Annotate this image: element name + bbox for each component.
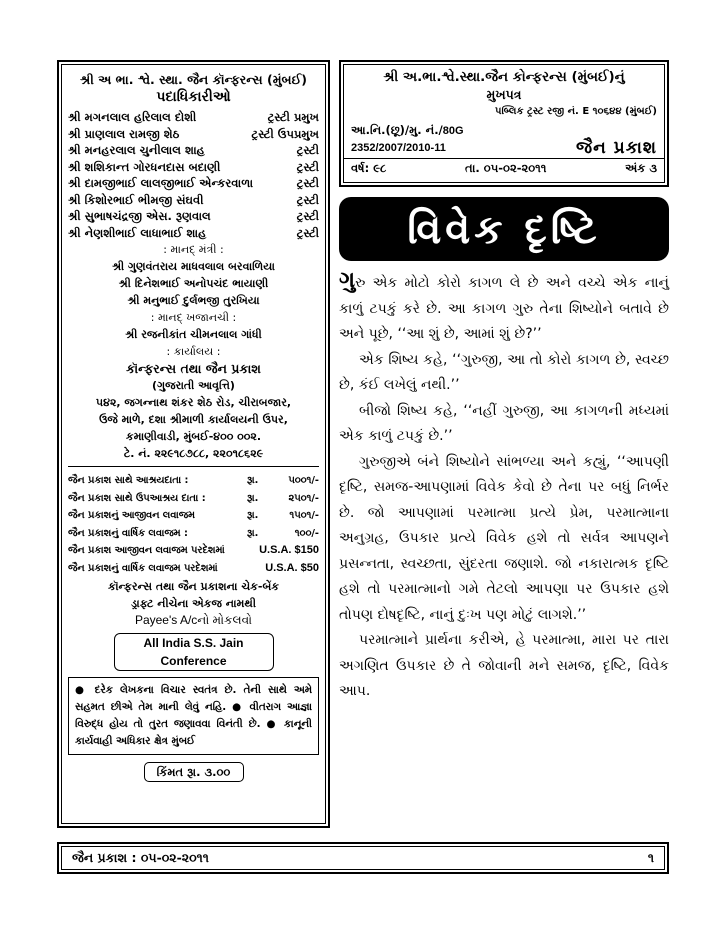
article-body xyxy=(339,268,669,705)
fee-row xyxy=(68,490,319,508)
masthead-inner xyxy=(343,64,665,183)
trustee-name: શ્રી પ્રાણલાલ રામજી શેઠ xyxy=(68,126,180,141)
cheque-instruction: Payee's A/cનો મોકલવો xyxy=(134,612,253,627)
trustee-row xyxy=(68,126,319,143)
article-heading: વિવેક દૃષ્ટિ xyxy=(407,205,601,253)
fee-label: જૈન પ્રકાશ સાથે આશ્રયદાતા : xyxy=(68,475,189,486)
fee-list xyxy=(68,472,319,578)
office-edition: (ગુજરાતી આવૃત્તિ) xyxy=(152,379,235,392)
fee-amount: ૧૦૦/- xyxy=(294,527,319,539)
trustee-role: ટ્રસ્ટી ઉપપ્રમુખ xyxy=(251,126,319,141)
brand-name: જૈન પ્રકાશ xyxy=(576,138,657,158)
fee-currency: રૂા. xyxy=(247,510,259,522)
article-paragraph: ગુરુજીએ બંને શિષ્યોને સાંભળ્યા અને કહ્યું, ‘‘આપણી દૃષ્ટિ, સમજ-આપણામાં વિવેક કેવો છે તેના પર બધું નિર્ભર છે. જો આપણામાં પરમાત્મા પ્રત્યે પ્રેમ, પરમાત્માના અનુગ્રહ, ઉપકાર પ્રત્યે વિવેક હશે તો સર્વત્ર આપણને પ્રસન્નતા, સ્વચ્છતા, સુંદરતા જણાશે. જો નકારાત્મક દૃષ્ટિ હશે તો પરમાત્માનો ગમે તેટલો આપણા પર ઉપકાર હશે તોપણ દોષદૃષ્ટિ, નાનું દુઃખ પણ મોટું લાગશે.’’ xyxy=(339,453,669,623)
office-label: : કાર્યાલય : xyxy=(166,345,221,358)
trustee-row xyxy=(68,225,319,242)
trustee-name: શ્રી નેણશીભાઈ લાધાભાઈ શાહ xyxy=(68,225,207,240)
trustee-role: ટ્રસ્ટી પ્રમુખ xyxy=(267,110,319,124)
secretary-name: શ્રી દિનેશભાઈ અનોપચંદ ભાયાણી xyxy=(118,277,269,290)
price-badge: કિંમત રૂા. ૩.૦૦ xyxy=(144,762,244,782)
page-footer xyxy=(57,842,669,874)
trustee-name: શ્રી શશિકાન્ત ગોરધનદાસ બદાણી xyxy=(68,159,221,174)
fee-label: જૈન પ્રકાશનું વાર્ષિક લવાજમ : xyxy=(68,527,188,539)
fee-amount-usd: U.S.A. $150 xyxy=(259,544,319,557)
trustee-row xyxy=(68,142,319,159)
cheque-instruction: ડ્રાફ્ટ નીચેના એકજ નામથી xyxy=(131,596,256,610)
issue-row xyxy=(351,159,657,177)
trustee-list xyxy=(68,109,319,241)
trustee-name: શ્રી દામજીભાઈ લાલજીભાઈ એન્કરવાળા xyxy=(68,176,254,190)
postal-number-row xyxy=(351,140,657,157)
trustee-row xyxy=(68,159,319,176)
fee-amount-usd: U.S.A. $50 xyxy=(265,561,319,574)
hon-secretary-label: : માનદ્ મંત્રી : xyxy=(163,243,224,256)
drop-cap: ગુ xyxy=(339,268,356,293)
secretary-name: શ્રી ગુણવંતરાય માધવલાલ બરવાળિયા xyxy=(112,260,275,273)
fee-amount: ૨૫૦૧/- xyxy=(288,492,319,504)
trustee-role: ટ્રસ્ટી xyxy=(296,143,319,157)
page-number: ૧ xyxy=(647,850,654,865)
trustee-name: શ્રી કિશોરભાઈ ભીમજી સંઘવી xyxy=(68,192,204,207)
trustee-role: ટ્રસ્ટી xyxy=(296,192,319,207)
trustee-row xyxy=(68,208,319,225)
address-line: ૫૪૨, જગન્નાથ શંકર શેઠ રોડ, ચીરાબજાર, xyxy=(95,396,292,409)
trustee-row xyxy=(68,175,319,192)
trust-registration: પબ્લિક ટ્રસ્ટ રજી નં. E ૧૦૬૪૪ (મુંબઈ) xyxy=(495,106,657,117)
trustee-role: ટ્રસ્ટી xyxy=(296,159,319,174)
office-name: કૉન્ફરન્સ તથા જૈન પ્રકાશ xyxy=(126,361,261,376)
footer-publication-date: જૈન પ્રકાશ : ૦૫-૦૨-૨૦૧૧ xyxy=(72,850,209,865)
fee-label: જૈન પ્રકાશનું આજીવન લવાજમ xyxy=(68,510,195,522)
fee-label: જૈન પ્રકાશ આજીવન લવાજમ પરદેશમાં xyxy=(68,545,225,557)
article-paragraph xyxy=(339,268,669,348)
address-line: કમાણીવાડી, મુંબઈ-૪૦૦ ૦૦૨. xyxy=(125,430,262,443)
masthead xyxy=(339,60,669,187)
masthead-subtitle: મુખપત્ર xyxy=(486,87,522,102)
article-paragraph: એક શિષ્ય કહે, ‘‘ગુરુજી, આ તો કોરો કાગળ છે, સ્વચ્છ છે, કંઈ લખેલું નથી.’’ xyxy=(339,351,669,393)
fee-currency: રૂા. xyxy=(247,492,259,504)
trustee-role: ટ્રસ્ટી xyxy=(296,209,319,223)
office-bearers-inner xyxy=(61,64,326,824)
trustee-name: શ્રી મનહરલાલ ચુનીલાલ શાહ xyxy=(68,143,205,157)
postal-reg-label: આ.નિ.(છૂ)/મુ. નં./ xyxy=(351,123,443,137)
disclaimer-notice: ● દરેક લેખકના વિચાર સ્વતંત્ર છે. તેની સાથે અમે સહમત છીએ તેમ માની લેવું નહિ. ● વીતરાગ આજ્ઞા વિરુદ્ધ હોય તો તુરત જણાવવા વિનંતી છે. ● કાનૂની કાર્યવાહી અધિકાર ક્ષેત્ર મુંબઈ xyxy=(68,677,319,755)
paragraph-text: રુ એક મોટો કોરો કાગળ લે છે અને વચ્ચે એક નાનું કાળું ટપકું કરે છે. આ કાગળ ગુરુ તેના શિષ્યોને બતાવે છે અને પૂછે, ‘‘આ શું છે, આમાં શું છે?’’ xyxy=(339,275,669,342)
issue-date: તા. ૦૫-૦૨-૨૦૧૧ xyxy=(464,161,547,175)
postal-registration-row xyxy=(351,120,657,140)
article-paragraph: પરમાત્માને પ્રાર્થના કરીએ, હે પરમાત્મા, મારા પર તારા અગણિત ઉપકાર છે તે જોવાની મને સમજ, દૃષ્ટિ, વિવેક આપ. xyxy=(339,632,669,699)
fee-row xyxy=(68,507,319,525)
hon-treasurer-label: : માનદ્ ખજાનચી : xyxy=(150,311,237,324)
trustee-role: ટ્રસ્ટી xyxy=(296,225,319,240)
fee-label: જૈન પ્રકાશનું વાર્ષિક લવાજમ પરદેશમાં xyxy=(68,562,218,574)
article-paragraph: બીજો શિષ્ય કહે, ‘‘નહીં ગુરુજી, આ કાગળની મધ્યમાં એક કાળું ટપકું છે.’’ xyxy=(339,402,669,444)
office-bearers-heading: પદાધિકારીઓ xyxy=(156,89,231,105)
fee-row xyxy=(68,542,319,560)
issue-number: અંક ૩ xyxy=(625,161,657,175)
address-line: ઉજે માળે, દશા શ્રીમાળી કાર્યાલયની ઉપર, xyxy=(99,413,288,426)
masthead-title: શ્રી અ.ભા.શ્વે.સ્થા.જૈન કોન્ફરન્સ (મુંબઈ)નું xyxy=(383,69,625,85)
fee-amount: ૧૫૦૧/- xyxy=(289,510,319,522)
postal-reg-code: 80G xyxy=(442,125,464,137)
article-heading-banner xyxy=(339,197,669,261)
trustee-name: શ્રી મગનલાલ હરિલાલ દોશી xyxy=(68,110,197,124)
panel-title: શ્રી અ ભા. શ્વે. સ્થા. જૈન કૉન્ફરન્સ (મુંબઈ) xyxy=(80,72,307,87)
phone-line: ટે. નં. ૨૨૯૧૮૭૮૮, ૨૨૦૧૮૬૨૯ xyxy=(123,447,264,460)
trustee-role: ટ્રસ્ટી xyxy=(296,176,319,190)
payee-name-box: All India S.S. Jain Conference xyxy=(114,633,274,671)
cheque-instruction: કૉન્ફરન્સ તથા જૈન પ્રકાશના ચેક-બેંક xyxy=(107,579,280,593)
trustee-row xyxy=(68,109,319,126)
trustee-name: શ્રી સુભાષચંદ્રજી એસ. રૂણવાલ xyxy=(68,209,211,223)
fee-currency: રૂા. xyxy=(247,475,259,486)
trustee-row xyxy=(68,192,319,209)
secretary-name: શ્રી મનુભાઈ દુર્લભજી તુરખિયા xyxy=(127,294,260,307)
fee-row xyxy=(68,525,319,543)
fee-row xyxy=(68,560,319,578)
volume-year: વર્ષ: ૯૮ xyxy=(351,161,387,175)
postal-number: 2352/2007/2010-11 xyxy=(351,142,446,154)
office-bearers-panel xyxy=(57,60,330,828)
page-footer-inner xyxy=(61,846,665,870)
fee-currency: રૂા. xyxy=(247,527,259,539)
fee-label: જૈન પ્રકાશ સાથે ઉપઆશ્રય દાતા : xyxy=(68,492,206,504)
fee-amount: ૫૦૦૧/- xyxy=(288,475,319,486)
divider xyxy=(68,466,319,467)
fee-row xyxy=(68,472,319,490)
treasurer-name: શ્રી રજનીકાંત ચીમનલાલ ગાંધી xyxy=(125,328,262,341)
